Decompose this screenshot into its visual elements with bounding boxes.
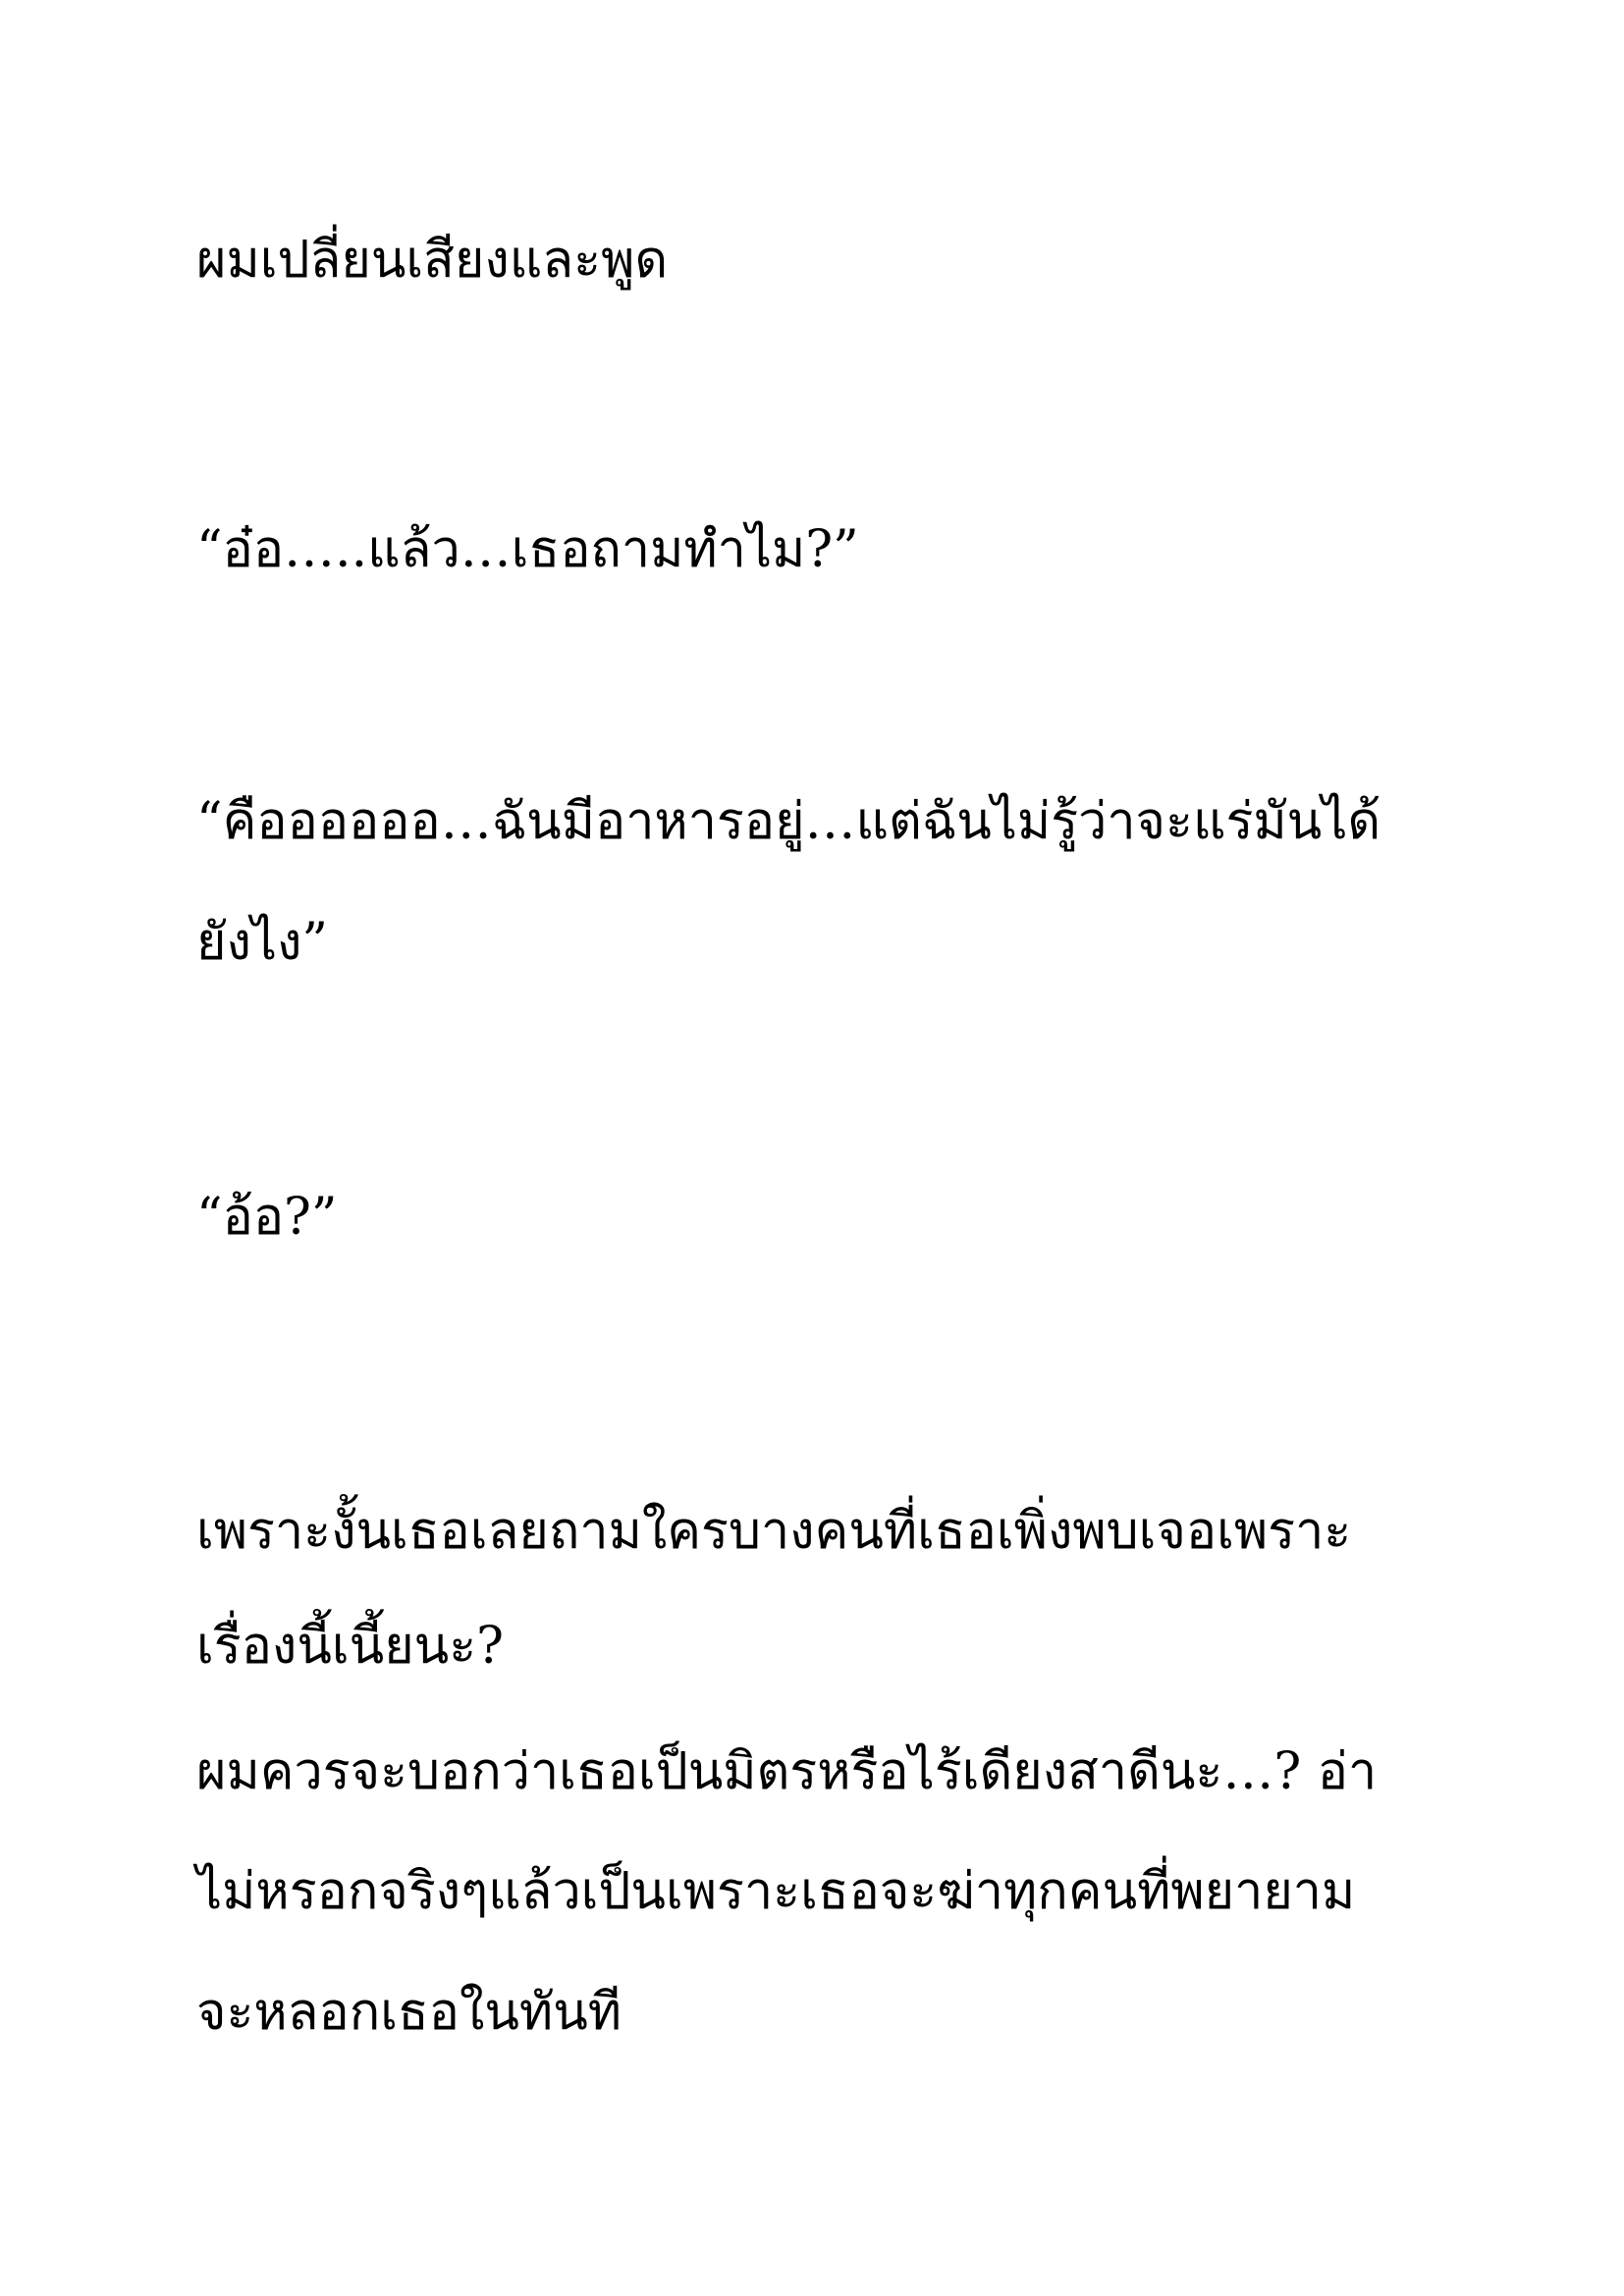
paragraph-narration-line: ไม่หรอกจริงๆแล้วเป็นเพราะเธอจะฆ่าทุกคนที่พยายาม bbox=[196, 1862, 1356, 1921]
paragraph-narration-line: เพราะงั้นเธอเลยถามใครบางคนที่เธอเพิ่งพบเจอเพราะ bbox=[196, 1502, 1352, 1561]
paragraph-dialogue-line: ยังไง” bbox=[196, 913, 328, 972]
paragraph-dialogue-line: “คืออออออ…ฉันมีอาหารอยู่…แต่ฉันไม่รู้ว่าจะแร่มันได้ bbox=[196, 792, 1381, 851]
paragraph-narration-line: ผมควรจะบอกว่าเธอเป็นมิตรหรือไร้เดียงสาดีนะ…? อ่า bbox=[196, 1742, 1378, 1801]
paragraph-dialogue-line: “อ๋อ…..แล้ว…เธอถามทำไม?” bbox=[196, 520, 859, 579]
paragraph-narration-line: ผมเปลี่ยนเสียงและพูด bbox=[196, 231, 669, 290]
paragraph-narration-line: เรื่องนี้เนี้ยนะ? bbox=[196, 1617, 505, 1676]
paragraph-dialogue-line: “อ้อ?” bbox=[196, 1188, 338, 1247]
paragraph-narration-line: จะหลอกเธอในทันที bbox=[196, 1983, 623, 2042]
